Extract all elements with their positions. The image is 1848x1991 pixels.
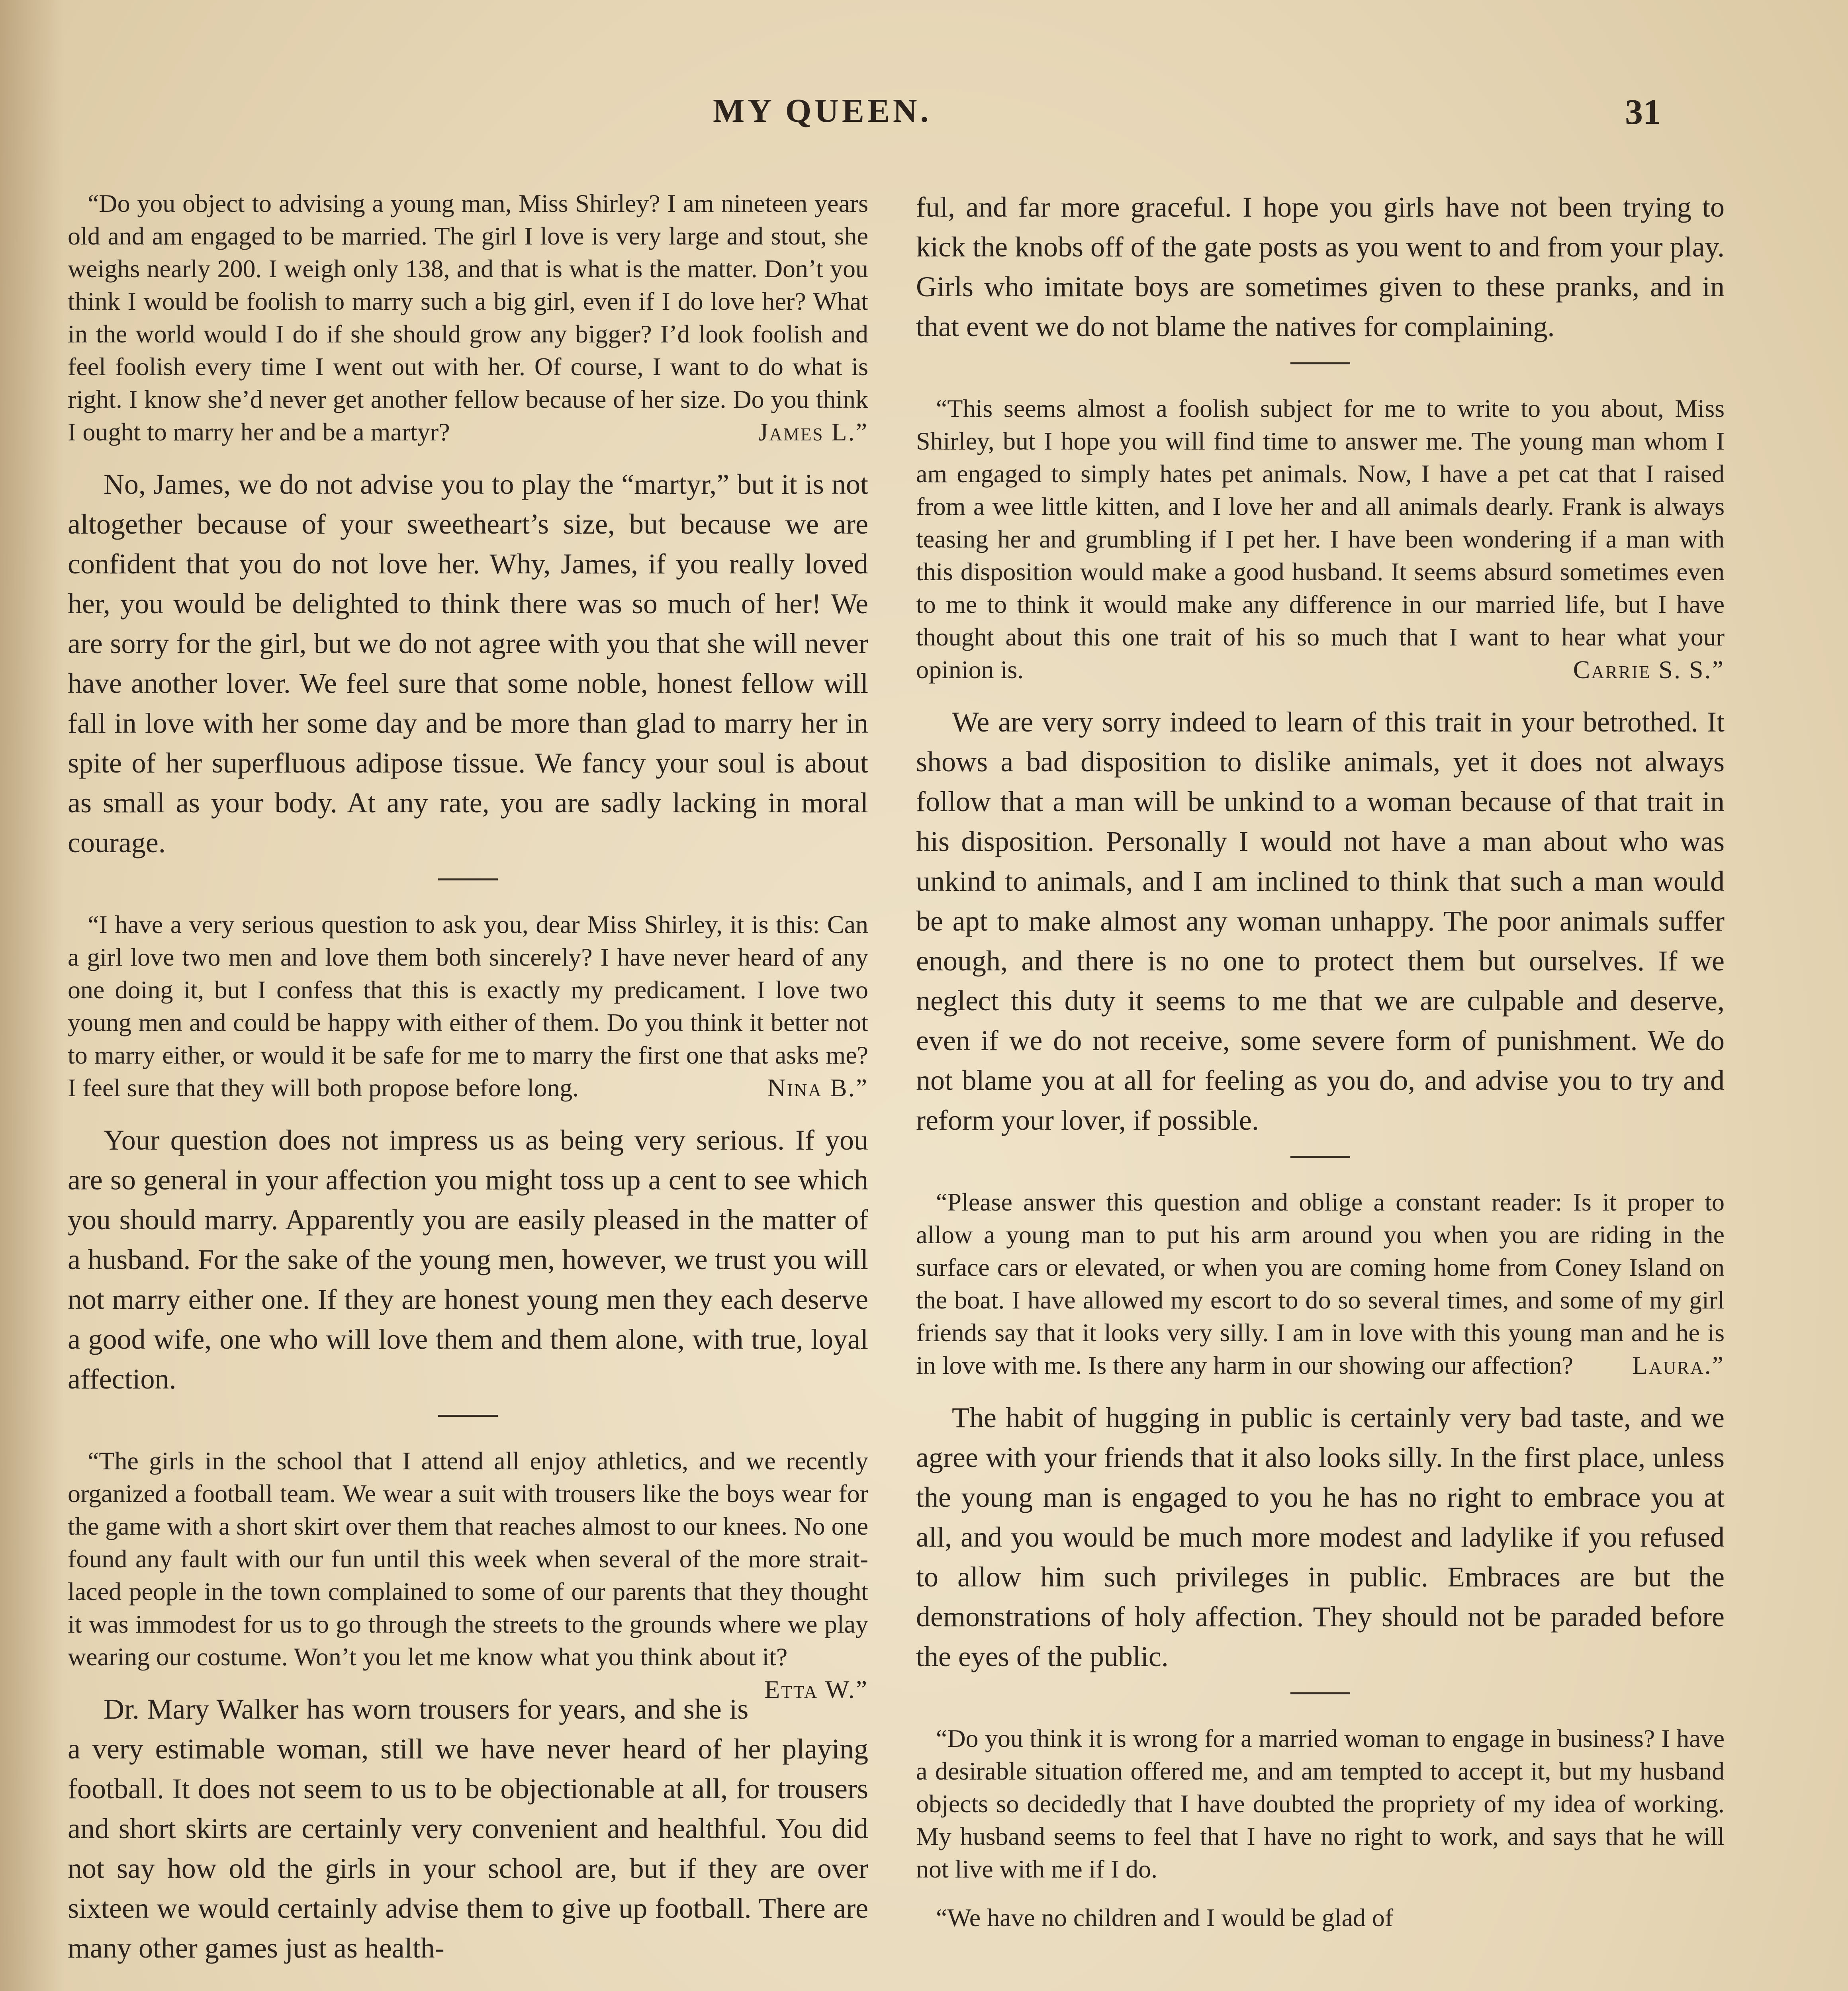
- left-column: [68, 187, 868, 1991]
- letter-signature: Etta W.”: [764, 1675, 868, 1703]
- letter-text: “The girls in the school that I attend all enjoy athletics, and we recently organized a football team. We wear a suit with trousers like the boys wear for the game with a short skirt over them that reaches almost to our knees. No one found any fault with our fun until this week when several of the more strait-laced people in the town complained to some of our parents that they thought it was immodest for us to go through the streets to the grounds where we play wearing our costume. Won’t you let me know what you think about it?: [68, 1447, 868, 1671]
- reader-letter: [916, 392, 1725, 686]
- running-title: MY QUEEN.: [713, 92, 932, 129]
- page-header: [0, 92, 1848, 147]
- section-divider: [438, 878, 498, 880]
- letter-signature: James L.”: [758, 418, 868, 446]
- letter-signature: Carrie S. S.”: [1573, 655, 1725, 684]
- editor-reply: Your question does not impress us as being very serious. If you are so general in your affection you might toss up a cent to see which you should marry. Apparently you are easily pleased in the matter of a husband. For the sake of the young men, however, we trust you will not marry either one. If they are honest young men they each deserve a good wife, one who will love them and them alone, with true, loyal affection.: [68, 1124, 868, 1395]
- letter-text: “This seems almost a foolish subject for me to write to you about, Miss Shirley, but I hope you will find time to answer me. The young man whom I am engaged to simply hates pet animals. Now, I have a pet cat that I raised from a wee little kitten, and I love her and all animals dearly. Frank is always teasing her and grumbling if I pet her. I have been wondering if a man with this disposition would make a good husband. It seems absurd sometimes even to me to think it would make any difference in our married life, but I have thought about this one trait of his so much that I want to hear what your opinion is.: [916, 394, 1725, 684]
- reader-letter-continued: “We have no children and I would be glad of: [936, 1903, 1394, 1932]
- letter-text: “Do you object to advising a young man, Miss Shirley? I am nineteen years old and am engaged to be married. The girl I love is very large and stout, she weighs nearly 200. I weigh only 138, and that is what is the matter. Don’t you think I would be foolish to marry such a big girl, even if I do love her? What in the world would I do if she should grow any bigger? I’d look foolish and feel foolish every time I went out with her. Of course, I want to do what is right. I know she’d never get another fellow because of her size. Do you think I ought to marry her and be a martyr?: [68, 189, 868, 446]
- page-edge-shadow: [0, 0, 64, 1991]
- section-divider: [438, 1415, 498, 1417]
- editor-reply: We are very sorry indeed to learn of this trait in your betrothed. It shows a bad disposition to dislike animals, yet it does not always follow that a man will be unkind to a woman because of that trait in his disposition. Personally I would not have a man about who was unkind to animals, and I am inclined to think that such a man would be apt to make almost any woman unhappy. The poor animals suffer enough, and there is no one to protect them but ourselves. If we neglect this duty it seems to me that we are culpable and deserve, even if we do not receive, some severe form of punishment. We do not blame you at all for feeling as you do, and advise you to try and reform your lover, if possible.: [916, 706, 1725, 1136]
- letter-text: “I have a very serious question to ask you, dear Miss Shirley, it is this: Can a girl love two men and love them both sincerely? I have never heard of any one doing it, but I confess that this is exactly my predicament. I love two young men and could be happy with either of them. Do you think it better not to marry either, or would it be safe for me to marry the first one that asks me? I feel sure that they will both propose before long.: [68, 910, 868, 1102]
- letter-text: “Please answer this question and oblige a constant reader: Is it proper to allow a young man to put his arm around you when you are riding in the surface cars or elevated, or when you are coming home from Coney Island on the boat. I have allowed my escort to do so several times, and some of my girl friends say that it looks very silly. I am in love with this young man and he is in love with me. Is there any harm in our showing our affection?: [916, 1188, 1725, 1379]
- section-divider: [1290, 1692, 1350, 1694]
- letter-signature: Nina B.”: [767, 1074, 868, 1102]
- editor-reply: Dr. Mary Walker has worn trousers for years, and she is a very estimable woman, still we have never heard of her playing football. It does not seem to us to be objectionable at all, for trousers and short skirts are certainly very convenient and healthful. You did not say how old the girls in your school are, but if they are over sixteen we would certainly advise them to give up football. There are many other games just as health-: [68, 1693, 868, 1964]
- reader-letter: [68, 187, 868, 448]
- section-divider: [1290, 1156, 1350, 1158]
- editor-reply: No, James, we do not advise you to play the “martyr,” but it is not altogether because of your sweetheart’s size, but because we are confident that you do not love her. Why, James, if you really loved her, you would be delighted to think there was so much of her! We are sorry for the girl, but we do not agree with you that she will never have another lover. We feel sure that some noble, honest fellow will fall in love with her some day and be more than glad to marry her in spite of her superfluous adipose tissue. We fancy your soul is about as small as your body. At any rate, you are sadly lacking in moral courage.: [68, 468, 868, 859]
- letter-signature: Laura.”: [1632, 1351, 1725, 1379]
- editor-reply: The habit of hugging in public is certainly very bad taste, and we agree with your friends that it also looks silly. In the first place, unless the young man is engaged to you he has no right to embrace you at all, and you would be much more modest and ladylike if you refused to allow him such privileges in public. Embraces are but the demonstrations of holy affection. They should not be paraded before the eyes of the public.: [916, 1402, 1725, 1672]
- reader-letter: [916, 1186, 1725, 1382]
- reader-letter: [68, 908, 868, 1104]
- reader-letter: “Do you think it is wrong for a married woman to engage in business? I have a desirable situation offered me, and am tempted to accept it, but my husband objects so decidedly that I have doubted the propriety of my idea of working. My husband seems to feel that I have no right to work, and says that he will not live with me if I do.: [916, 1724, 1725, 1883]
- section-divider: [1290, 362, 1350, 364]
- reader-letter: [68, 1445, 868, 1703]
- right-column: [916, 187, 1725, 1991]
- page-number: 31: [1625, 92, 1661, 132]
- editor-reply-continued: ful, and far more graceful. I hope you girls have not been trying to kick the knobs off of the gate posts as you went to and from your play. Girls who imitate boys are sometimes given to these pranks, and in that event we do not blame the natives for complaining.: [916, 191, 1725, 342]
